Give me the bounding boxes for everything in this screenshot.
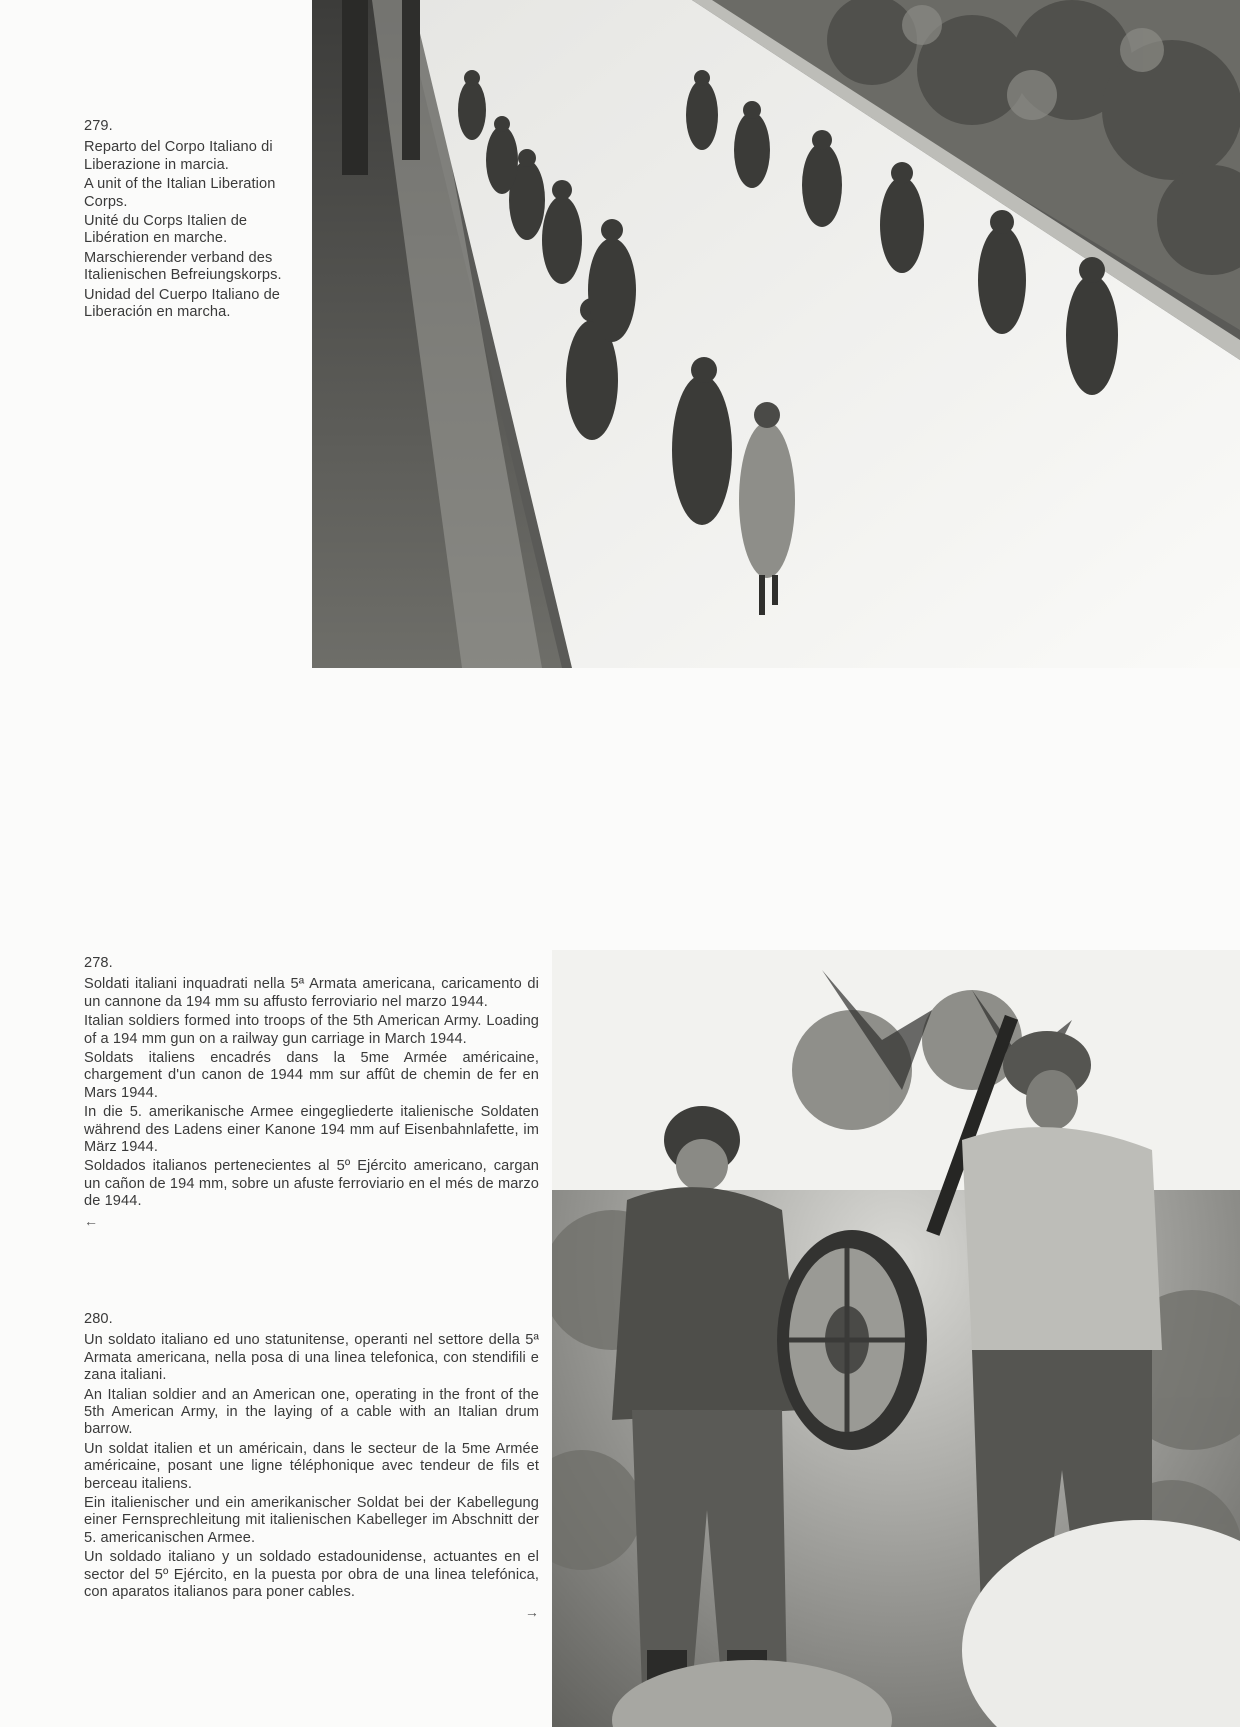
caption-text-en: An Italian soldier and an American one, operating in the front of the 5th American Army, in the laying of a cable with an Italian drum barrow. xyxy=(84,1386,539,1438)
caption-text-it: Soldati italiani inquadrati nella 5ª Armata americana, caricamento di un cannone da 194 mm su affusto ferroviario nel marzo 1944. xyxy=(84,976,539,1010)
caption-text-fr: Unité du Corps Italien de Libération en marche. xyxy=(84,213,248,247)
caption-text-de: Ein italienischer und ein amerikanischer Soldat bei der Kabellegung einer Fernsprechleitung mit italienischen Kabelleger im Abschnitt der 5. americanischen Armee. xyxy=(84,1495,539,1546)
caption-text-es: Unidad del Cuerpo Italiano de Liberación en marcha. xyxy=(84,286,280,321)
caption-text-en: Italian soldiers formed into troops of the 5th American Army. Loading of a 194 mm gun on a railway gun carriage in March 1944. xyxy=(84,1013,539,1047)
caption-number: 278. xyxy=(84,955,113,971)
caption-279 xyxy=(84,118,298,323)
caption-number: 279. xyxy=(84,118,113,134)
caption-text-it: Un soldato italiano ed uno statunitense, operanti nel settore della 5ª Armata americana, nella posa di una linea telefonica, con stendifili e zana italiani. xyxy=(84,1332,539,1384)
arrow-right-icon: → xyxy=(524,1603,539,1620)
caption-text-es: Soldados italianos pertenecientes al 5º Ejército americano, cargan un cañon de 194 mm, sobre un afuste ferroviario en el més de marzo de 1944. xyxy=(84,1158,539,1210)
caption-text-it: Reparto del Corpo Italiano di Liberazione in marcia. xyxy=(84,139,273,173)
photo-marching-soldiers xyxy=(312,0,1240,668)
caption-text-es: Un soldado italiano y un soldado estadounidense, actuantes en el sector del 5º Ejército, en la puesta por obra de una linea telefónica, con aparatos italianos para poner cables. xyxy=(84,1549,539,1601)
caption-text-de: Marschierender verband des Italienischen Befreiungskorps. xyxy=(84,249,282,284)
caption-number: 280. xyxy=(84,1311,113,1327)
arrow-left-icon: ← xyxy=(84,1212,99,1229)
caption-text-fr: Un soldat italien et un américain, dans le secteur de la 5me Armée américaine, posant une ligne téléphonique avec tendeur de fils et berceau italiens. xyxy=(84,1440,539,1492)
caption-text-fr: Soldats italiens encadrés dans la 5me Armée américaine, chargement d'un canon de 1944 mm sur affût de chemin de fer en Mars 1944. xyxy=(84,1050,539,1101)
caption-text-de: In die 5. amerikanische Armee eingegliederte italienische Soldaten während des Ladens einer Kanone 194 mm auf Eisenbahnlafette, im März 1944. xyxy=(84,1104,539,1156)
caption-280 xyxy=(84,1311,539,1623)
caption-278 xyxy=(84,955,539,1232)
photo-soldiers-laying-cable xyxy=(552,950,1240,1727)
caption-text-en: A unit of the Italian Liberation Corps. xyxy=(84,176,276,210)
